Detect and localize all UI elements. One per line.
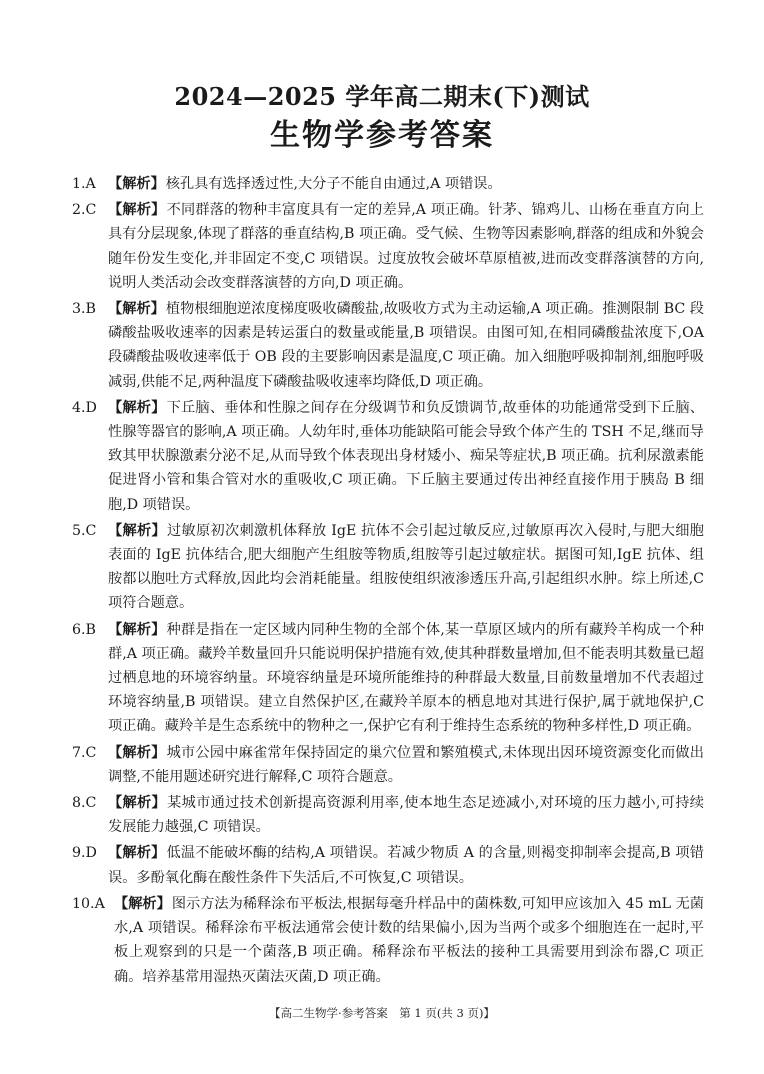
answer-key-title: 生物学参考答案 <box>270 118 494 153</box>
answer-item-10 <box>72 892 704 989</box>
analysis-tag: 【解析】 <box>108 795 167 812</box>
analysis-tag: 【解析】 <box>108 202 166 219</box>
answer-text: 核孔具有选择透过性,大分子不能自由通过,A 项错误。 <box>165 176 502 192</box>
answer-number: 3.B <box>72 301 96 318</box>
analysis-tag: 【解析】 <box>108 522 166 539</box>
analysis-tag: 【解析】 <box>108 176 165 192</box>
answer-text: 下丘脑、垂体和性腺之间存在分级调节和负反馈调节,故垂体的功能通常受到下丘脑、性腺等器官的影响,A 项正确。人幼年时,垂体功能缺陷可能会导致个体产生的 TSH 不足,继而导致其甲状腺激素分泌不足,从而导致个体表现出身材矮小、痴呆等症状,B 项正确。抗利尿激素能促进肾小管和集合管对水的重吸收,C 项正确。下丘脑主要通过传出神经直接作用于胰岛 B 细胞,D 项错误。 <box>108 399 704 513</box>
answer-number: 8.C <box>72 795 97 812</box>
analysis-tag: 【解析】 <box>114 895 171 912</box>
answer-item-6 <box>72 618 704 739</box>
answer-number: 10.A <box>72 895 105 912</box>
answer-text: 不同群落的物种丰富度具有一定的差异,A 项正确。针茅、锦鸡儿、山杨在垂直方向上具有分层现象,体现了群落的垂直结构,B 项正确。受气候、生物等因素影响,群落的组成和外貌会随年份发生变化,并非固定不变,C 项错误。过度放牧会破坏草原植被,进而改变群落演替的方向,说明人类活动会改变群落演替的方向,D 项正确。 <box>108 202 704 291</box>
analysis-tag: 【解析】 <box>108 399 166 416</box>
answer-text: 图示方法为稀释涂布平板法,根据每毫升样品中的菌株数,可知甲应该加入 45 mL 无菌水,A 项错误。稀释涂布平板法通常会使计数的结果偏小,因为当两个或多个细胞连在一起时,平板上观察到的只是一个菌落,B 项正确。稀释涂布平板法的接种工具需要用到涂布器,C 项正确。培养基常用湿热灭菌法灭菌,D 项正确。 <box>114 895 704 985</box>
page-footer: 【高二生物学·参考答案 第 1 页(共 3 页)】 <box>269 1006 495 1020</box>
answer-text: 过敏原初次刺激机体释放 IgE 抗体不会引起过敏反应,过敏原再次入侵时,与肥大细胞表面的 IgE 抗体结合,肥大细胞产生组胺等物质,组胺等引起过敏症状。据图可知,IgE 抗体、组胺都以胞吐方式释放,因此均会消耗能量。组胺使组织液渗透压升高,引起组织水肿。综上所述,C 项符合题意。 <box>108 522 704 612</box>
answer-item-1 <box>72 172 704 196</box>
analysis-tag: 【解析】 <box>108 744 166 761</box>
answer-number: 1.A <box>72 176 96 192</box>
answer-number: 2.C <box>72 202 97 219</box>
answer-list <box>72 172 704 989</box>
analysis-tag: 【解析】 <box>108 301 165 318</box>
answer-number: 6.B <box>72 621 96 638</box>
answer-number: 5.C <box>72 522 97 539</box>
answer-item-8 <box>72 791 704 839</box>
answer-number: 9.D <box>72 845 97 862</box>
answer-item-7 <box>72 741 704 789</box>
answer-text: 某城市通过技术创新提高资源利用率,使本地生态足迹减小,对环境的压力越小,可持续发展能力越强,C 项错误。 <box>108 795 704 836</box>
answer-text: 种群是指在一定区域内同种生物的全部个体,某一草原区域内的所有藏羚羊构成一个种群,A 项正确。藏羚羊数量回升只能说明保护措施有效,使其种群数量增加,但不能表明其数量已超过栖息地的环境容纳量。环境容纳量是环境所能维持的种群最大数量,目前数量增加不代表超过环境容纳量,B 项错误。建立自然保护区,在藏羚羊原本的栖息地对其进行保护,属于就地保护,C 项正确。藏羚羊是生态系统中的物种之一,保护它有利于维持生态系统的物种多样性,D 项正确。 <box>108 621 704 735</box>
answer-number: 7.C <box>72 744 97 761</box>
answer-item-5 <box>72 519 704 616</box>
analysis-tag: 【解析】 <box>108 845 166 862</box>
analysis-tag: 【解析】 <box>108 621 166 638</box>
answer-item-4 <box>72 396 704 517</box>
exam-title: 2024—2025 学年高二期末(下)测试 <box>174 82 590 111</box>
answer-number: 4.D <box>72 399 97 416</box>
answer-item-9 <box>72 841 704 889</box>
answer-item-2 <box>72 198 704 295</box>
answer-text: 城市公园中麻雀常年保持固定的巢穴位置和繁殖模式,未体现出因环境资源变化而做出调整,不能用题述研究进行解释,C 项符合题意。 <box>108 744 704 785</box>
answer-item-3 <box>72 297 704 394</box>
answer-text: 植物根细胞逆浓度梯度吸收磷酸盐,故吸收方式为主动运输,A 项正确。推测限制 BC 段磷酸盐吸收速率的因素是转运蛋白的数量或能量,B 项错误。由图可知,在相同磷酸盐浓度下,OA 段磷酸盐吸收速率低于 OB 段的主要影响因素是温度,C 项正确。加入细胞呼吸抑制剂,细胞呼吸减弱,供能不足,两种温度下磷酸盐吸收速率均降低,D 项正确。 <box>108 301 704 390</box>
answer-text: 低温不能破坏酶的结构,A 项错误。若减少物质 A 的含量,则褐变抑制率会提高,B 项错误。多酚氧化酶在酸性条件下失活后,不可恢复,C 项错误。 <box>108 845 704 886</box>
